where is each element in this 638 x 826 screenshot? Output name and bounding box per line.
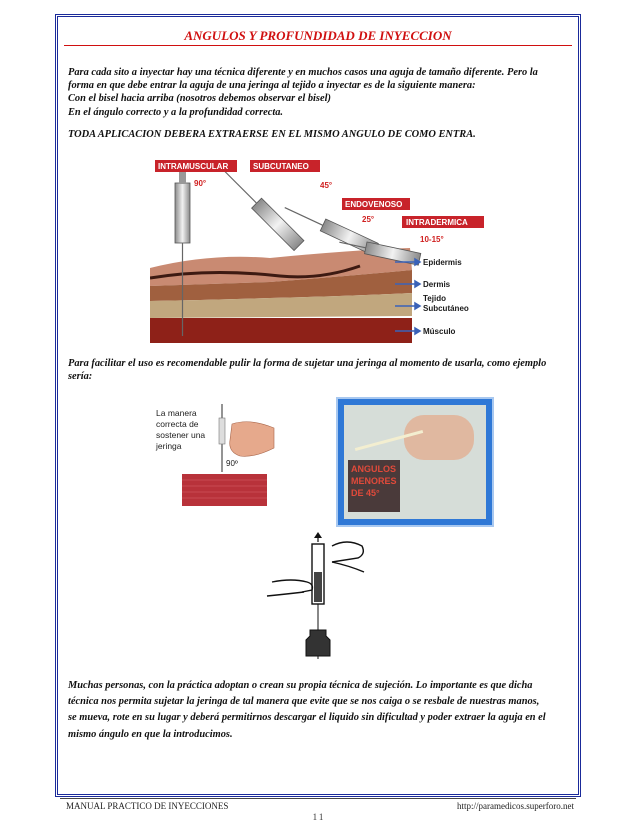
degree-intramuscular: 90° (194, 179, 207, 188)
photo-label-line1: ANGULOS (351, 464, 396, 474)
label-intramuscular: INTRAMUSCULAR (158, 162, 229, 171)
closing-paragraph (68, 679, 573, 741)
closing-line: se mueva, rote en su lugar y deberá permitirnos descargar el liquido sin dificultad y poder extraer la aguja en el (68, 712, 546, 724)
footer-url: http://paramedicos.superforo.net (457, 801, 574, 811)
footer-manual-title: MANUAL PRACTICO DE INYECCIONES (66, 801, 229, 811)
left-hand-outline (272, 580, 312, 592)
page-number: 11 (312, 812, 326, 822)
label-musculo: Músculo (423, 327, 456, 336)
label-subcutaneo: SUBCUTANEO (253, 162, 309, 171)
grip-caption-line3: sostener una (156, 430, 206, 440)
degree-endovenoso: 25° (362, 215, 375, 224)
label-subcutaneo-layer: Subcutáneo (423, 304, 469, 313)
closing-line: Muchas personas, con la práctica adoptan o crean su propia técnica de sujeción. Lo importante es que dicha (68, 680, 533, 691)
right-hand-outline (332, 542, 363, 562)
grip-caption-line1: La manera (156, 408, 197, 418)
vial-drawing-figure (262, 532, 372, 660)
intro-paragraph (68, 66, 573, 119)
degree-subcutaneo: 45° (320, 181, 333, 190)
muscle-layer (150, 318, 412, 343)
grip-line: Para facilitar el uso es recomendable pulir la forma de sujetar una jeringa al momento de usarla, como ejemplo (68, 358, 547, 369)
grip-caption-line2: correcta de (156, 419, 199, 429)
vial-outline (306, 630, 330, 656)
closing-line: mismo ángulo en que la introducimos. (68, 728, 233, 740)
label-dermis: Dermis (423, 280, 451, 289)
page-title: ANGULOS Y PROFUNDIDAD DE INYECCION (60, 28, 576, 46)
photo-area (344, 405, 486, 519)
hand-photo-shape (404, 415, 474, 460)
footer-divider (60, 798, 576, 799)
label-endovenoso: ENDOVENOSO (345, 200, 403, 209)
intro-line: Con el bisel hacia arriba (nosotros debemos observar el bisel) (68, 93, 331, 105)
label-tejido: Tejido (423, 294, 446, 303)
hand-shape (230, 422, 274, 457)
injection-angles-figure (150, 158, 490, 343)
closing-line: técnica nos permita sujetar la jeringa de tal manera que evite que se nos caiga o se resbale de nuestras manos, (68, 696, 540, 708)
syringe-subcutaneous (215, 161, 304, 250)
tissue-block (182, 474, 267, 506)
angle-photo-figure (336, 397, 494, 527)
photo-label-line3: DE 45° (351, 488, 380, 498)
degree-intradermica: 10-15° (420, 235, 444, 244)
grip-angle-label: 90º (226, 459, 238, 468)
angle-label-box (348, 460, 400, 512)
grip-line: sería: (68, 371, 93, 383)
grip-paragraph (68, 357, 573, 383)
intro-line: En el ángulo correcto y a la profundidad correcta. (68, 106, 284, 118)
statement: TODA APLICACION DEBERA EXTRAERSE EN EL MISMO ANGULO DE COMO ENTRA. (68, 129, 476, 140)
label-intradermica: INTRADERMICA (406, 218, 468, 227)
photo-label-line2: MENORES (351, 476, 397, 486)
intro-line: Para cada sito a inyectar hay una técnica diferente y en muchos casos una aguja de tamaño diferente. Pero la (68, 67, 538, 78)
grip-caption-line4: jeringa (156, 441, 182, 451)
label-epidermis: Epidermis (423, 258, 462, 267)
intro-line: forma en que debe entrar la aguja de una jeringa al tejido a inyectar es de la siguiente manera: (68, 80, 476, 92)
syringe-grip-figure (150, 400, 280, 512)
